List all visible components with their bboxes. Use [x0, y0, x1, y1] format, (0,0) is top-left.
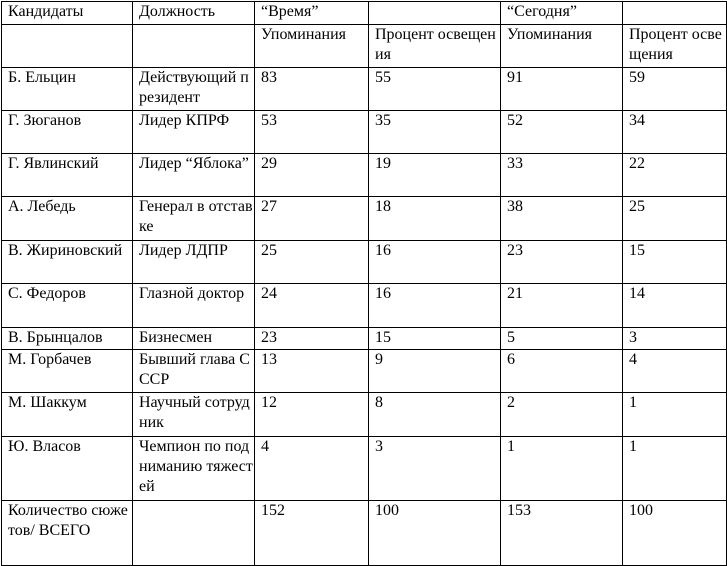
- candidate-position: Бывший глава СССР: [133, 350, 255, 393]
- total-time-mentions: 152: [255, 501, 369, 566]
- header-time-percent: Процент освещения: [369, 25, 501, 68]
- total-today-mentions: 153: [501, 501, 623, 566]
- candidate-position: Действующий президент: [133, 68, 255, 111]
- table-row: [2, 393, 727, 437]
- candidate-position: Бизнесмен: [133, 328, 255, 350]
- time-percent: 55: [369, 68, 501, 111]
- today-mentions: 5: [501, 328, 623, 350]
- today-percent: 59: [623, 68, 727, 111]
- candidate-name: А. Лебедь: [2, 197, 133, 241]
- table-row: [2, 328, 727, 350]
- table-row: [2, 68, 727, 111]
- today-percent: 3: [623, 328, 727, 350]
- candidate-position: Лидер “Яблока”: [133, 154, 255, 197]
- table-row: [2, 284, 727, 328]
- header-empty-cell: [133, 25, 255, 68]
- header-row-subcolumns: [2, 25, 727, 68]
- candidate-name: М. Шаккум: [2, 393, 133, 437]
- total-label: Количество сюжетов/ ВСЕГО: [2, 501, 133, 566]
- candidate-position: Генерал в отставке: [133, 197, 255, 241]
- candidate-name: Б. Ельцин: [2, 68, 133, 111]
- time-mentions: 13: [255, 350, 369, 393]
- header-position: Должность: [133, 2, 255, 25]
- time-mentions: 27: [255, 197, 369, 241]
- table-row: [2, 241, 727, 284]
- total-row: [2, 501, 727, 566]
- header-today-percent: Процент освещения: [623, 25, 727, 68]
- today-mentions: 38: [501, 197, 623, 241]
- table-row: [2, 350, 727, 393]
- table-row: [2, 197, 727, 241]
- candidate-name: В. Брынцалов: [2, 328, 133, 350]
- candidate-name: В. Жириновский: [2, 241, 133, 284]
- time-percent: 19: [369, 154, 501, 197]
- header-time-mentions: Упоминания: [255, 25, 369, 68]
- header-group-today: “Сегодня”: [501, 2, 623, 25]
- candidate-position: Лидер ЛДПР: [133, 241, 255, 284]
- today-percent: 25: [623, 197, 727, 241]
- total-today-percent: 100: [623, 501, 727, 566]
- candidate-name: С. Федоров: [2, 284, 133, 328]
- today-mentions: 91: [501, 68, 623, 111]
- time-percent: 3: [369, 437, 501, 501]
- time-mentions: 83: [255, 68, 369, 111]
- header-today-mentions: Упоминания: [501, 25, 623, 68]
- header-candidates: Кандидаты: [2, 2, 133, 25]
- today-mentions: 1: [501, 437, 623, 501]
- table-row: [2, 154, 727, 197]
- candidates-coverage-table: [1, 1, 727, 566]
- candidate-name: Ю. Власов: [2, 437, 133, 501]
- time-mentions: 23: [255, 328, 369, 350]
- time-percent: 15: [369, 328, 501, 350]
- today-mentions: 21: [501, 284, 623, 328]
- today-percent: 15: [623, 241, 727, 284]
- candidate-name: Г. Зюганов: [2, 111, 133, 154]
- time-mentions: 4: [255, 437, 369, 501]
- time-percent: 16: [369, 241, 501, 284]
- time-percent: 18: [369, 197, 501, 241]
- today-mentions: 23: [501, 241, 623, 284]
- today-mentions: 52: [501, 111, 623, 154]
- today-mentions: 2: [501, 393, 623, 437]
- header-empty-cell: [623, 2, 727, 25]
- candidate-name: М. Горбачев: [2, 350, 133, 393]
- time-mentions: 25: [255, 241, 369, 284]
- today-percent: 4: [623, 350, 727, 393]
- time-mentions: 53: [255, 111, 369, 154]
- time-mentions: 24: [255, 284, 369, 328]
- time-percent: 9: [369, 350, 501, 393]
- time-mentions: 12: [255, 393, 369, 437]
- today-percent: 22: [623, 154, 727, 197]
- time-percent: 16: [369, 284, 501, 328]
- candidate-name: Г. Явлинский: [2, 154, 133, 197]
- candidate-position: Глазной доктор: [133, 284, 255, 328]
- header-empty-cell: [369, 2, 501, 25]
- candidate-position: Лидер КПРФ: [133, 111, 255, 154]
- time-percent: 35: [369, 111, 501, 154]
- time-percent: 8: [369, 393, 501, 437]
- total-time-percent: 100: [369, 501, 501, 566]
- candidate-position: Чемпион по подниманию тяжестей: [133, 437, 255, 501]
- today-percent: 14: [623, 284, 727, 328]
- table-row: [2, 437, 727, 501]
- today-mentions: 33: [501, 154, 623, 197]
- today-percent: 1: [623, 393, 727, 437]
- today-percent: 34: [623, 111, 727, 154]
- today-mentions: 6: [501, 350, 623, 393]
- header-group-time: “Время”: [255, 2, 369, 25]
- candidate-position: Научный сотрудник: [133, 393, 255, 437]
- header-empty-cell: [2, 25, 133, 68]
- header-row-groups: [2, 2, 727, 25]
- time-mentions: 29: [255, 154, 369, 197]
- table-row: [2, 111, 727, 154]
- total-position: [133, 501, 255, 566]
- today-percent: 1: [623, 437, 727, 501]
